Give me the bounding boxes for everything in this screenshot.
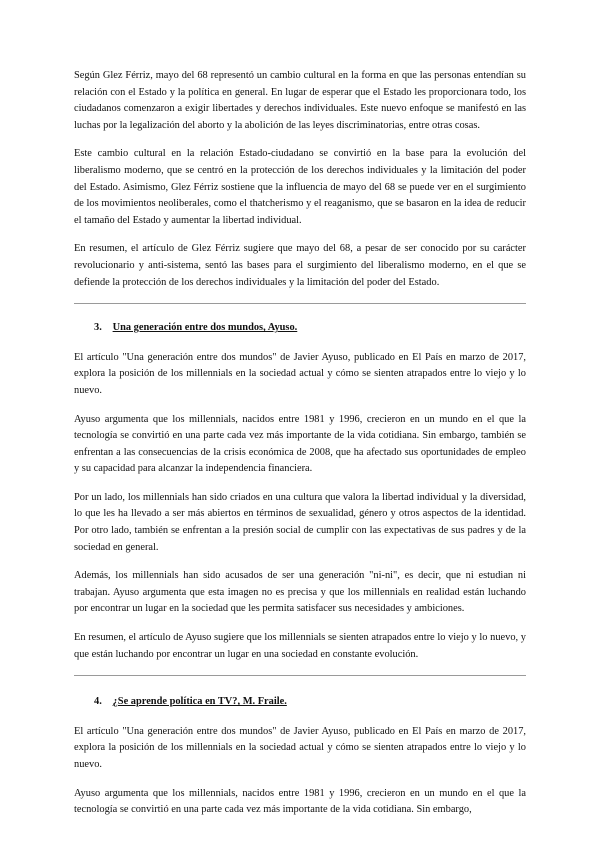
section-number: 3. — [94, 322, 102, 334]
section-3-heading — [94, 320, 526, 337]
section-title: ¿Se aprende política en TV?, M. Fraile. — [112, 696, 287, 708]
paragraph: El artículo "Una generación entre dos mundos" de Javier Ayuso, publicado en El País en marzo de 2017, explora la posición de los millennials en la sociedad actual y cómo se sienten atrapados entre lo viejo y lo nuevo. — [74, 351, 526, 396]
paragraph: Ayuso argumenta que los millennials, nacidos entre 1981 y 1996, crecieron en un mundo en el que la tecnología se convirtió en una parte cada vez más importante de la vida cotidiana. Sin embargo, también se enfrentan a las consecuencias de la crisis económica de 2008, que ha afectado sus oportunidades de empleo y su capacidad para alcanzar la independencia financiera. — [74, 413, 526, 475]
paragraph: Según Glez Férriz, mayo del 68 representó un cambio cultural en la forma en que las personas entendían su relación con el Estado y la política en general. En lugar de esperar que el Estado les proporcionara todo, los ciudadanos comenzaron a exigir libertades y derechos individuales. Este nuevo enfoque se manifestó en las luchas por la legalización del aborto y la abolición de las leyes discriminatorias, entre otras cosas. — [74, 70, 526, 131]
paragraph: Ayuso argumenta que los millennials, nacidos entre 1981 y 1996, crecieron en un mundo en el que la tecnología se convirtió en una parte cada vez más importante de la vida cotidiana. Sin embargo, — [74, 787, 526, 816]
paragraph: El artículo "Una generación entre dos mundos" de Javier Ayuso, publicado en El País en marzo de 2017, explora la posición de los millennials en la sociedad actual y cómo se sienten atrapados entre lo viejo y lo nuevo. — [74, 725, 526, 770]
document-page — [74, 68, 526, 831]
section-title: Una generación entre dos mundos, Ayuso. — [112, 322, 298, 334]
paragraph: Además, los millennials han sido acusados de ser una generación "ni-ni", es decir, que ni estudian ni trabajan. Ayuso argumenta que esta imagen no es precisa y que los millennials en realidad están luchando por encontrar un lugar en la sociedad que les permita satisfacer sus necesidades y ambiciones. — [74, 570, 526, 615]
paragraph: Este cambio cultural en la relación Estado-ciudadano se convirtió en la base para la evolución del liberalismo moderno, que se centró en la protección de los derechos individuales y la limitación del poder del Estado. Asimismo, Glez Férriz sostiene que la influencia de mayo del 68 se puede ver en el surgimiento de los movimientos neoliberales, como el thatcherismo y el reaganismo, que se basaron en la idea de reducir el tamaño del Estado y aumentar la libertad individual. — [74, 148, 526, 226]
section-4-heading — [94, 694, 526, 711]
section-divider — [74, 303, 526, 304]
section-divider — [74, 675, 526, 676]
paragraph: En resumen, el artículo de Glez Férriz sugiere que mayo del 68, a pesar de ser conocido por su carácter revolucionario y anti-sistema, sentó las bases para el surgimiento del liberalismo moderno, en el que se defiende la protección de los derechos individuales y la limitación del poder del Estado. — [74, 243, 526, 288]
paragraph: Por un lado, los millennials han sido criados en una cultura que valora la libertad individual y la diversidad, lo que les ha llevado a ser más abiertos en términos de sexualidad, género y otros aspectos de la identidad. Por otro lado, también se enfrentan a la presión social de cumplir con las expectativas de sus padres y de la sociedad en general. — [74, 491, 526, 553]
section-number: 4. — [94, 696, 102, 708]
paragraph: En resumen, el artículo de Ayuso sugiere que los millennials se sienten atrapados entre lo viejo y lo nuevo, y que están luchando por encontrar un lugar en una sociedad en constante evolución. — [74, 632, 526, 660]
